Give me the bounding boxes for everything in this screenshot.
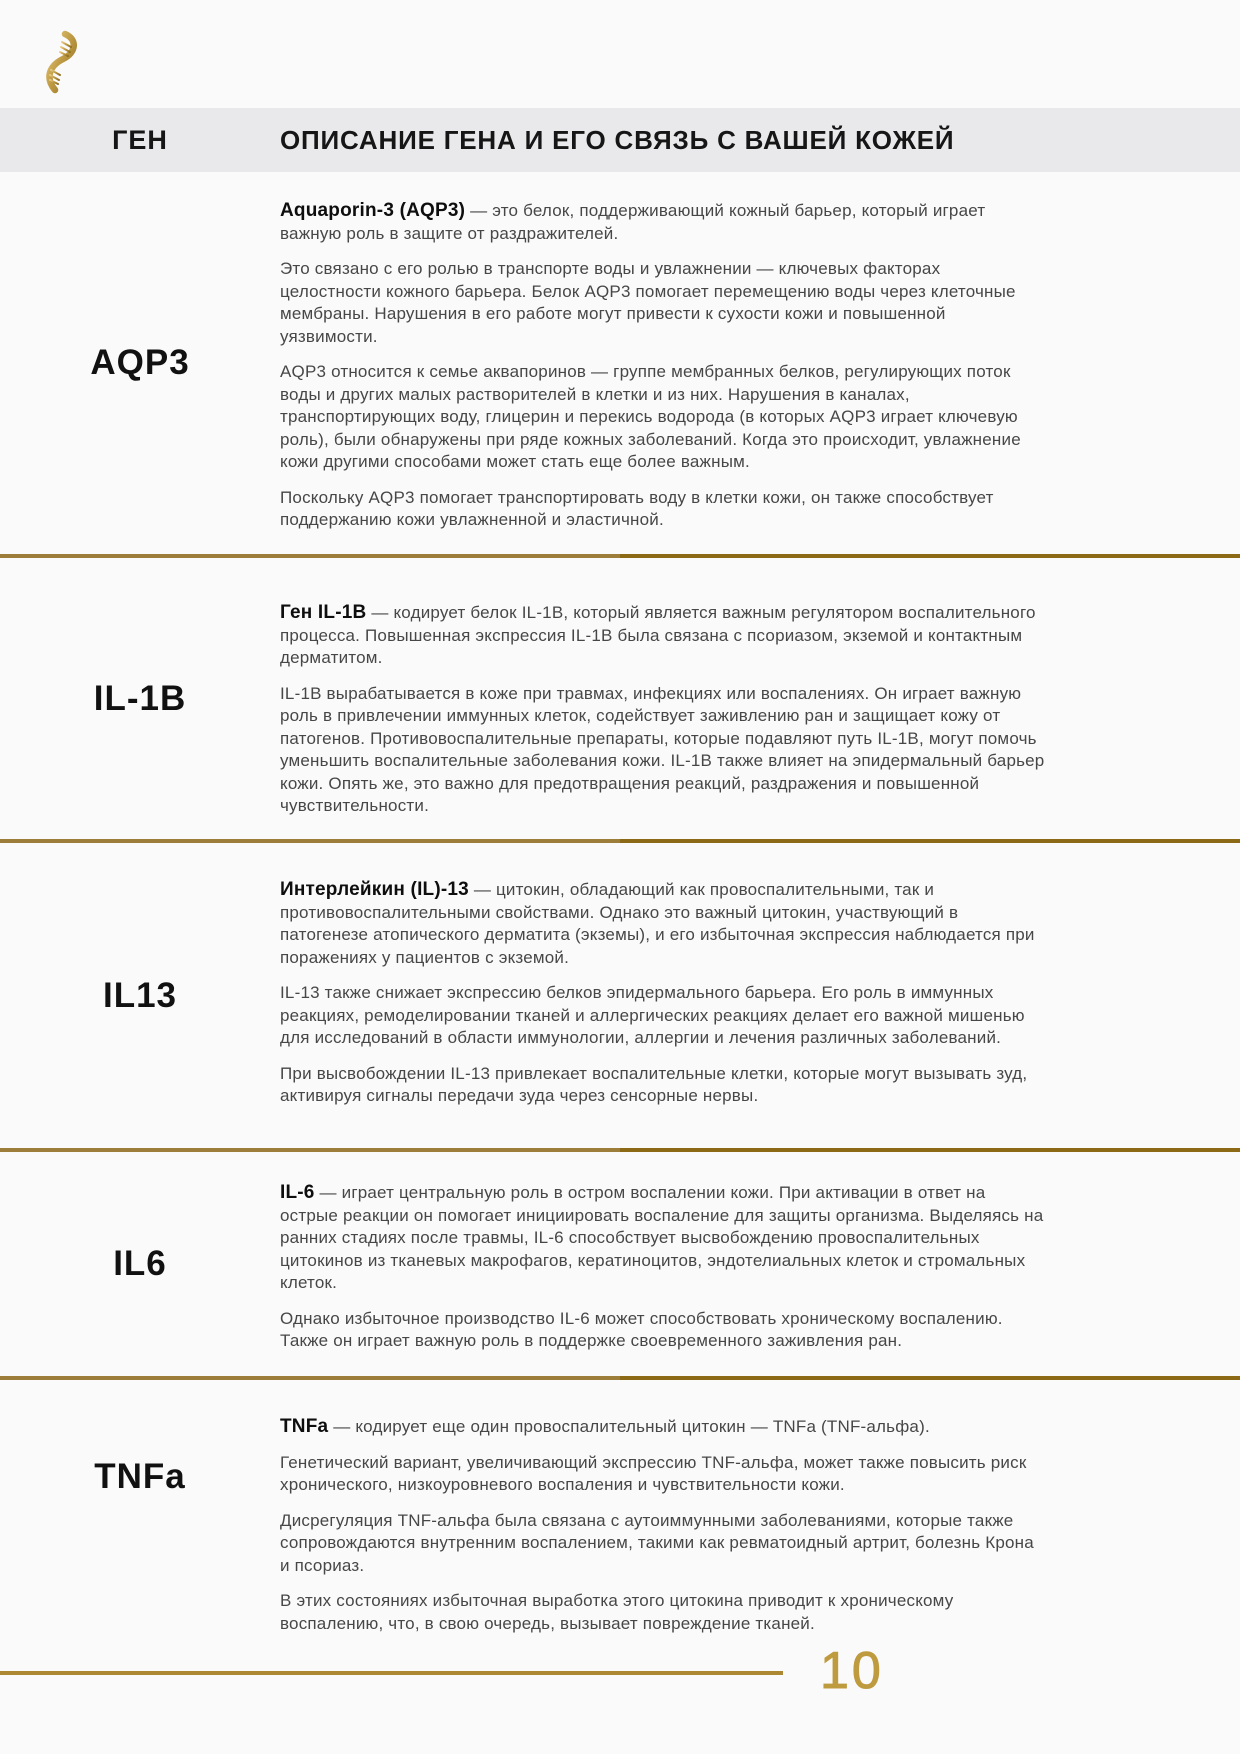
- description-paragraph: [280, 879, 1045, 969]
- paragraph-text: Однако избыточное производство IL-6 может способствовать хроническому воспалению. Также он играет важную роль в поддержке своевременного заживления ран.: [280, 1308, 1003, 1350]
- gene-lead-text: Aquaporin-3 (AQP3): [280, 200, 466, 221]
- gene-label-cell: [0, 172, 280, 554]
- paragraph-text: AQP3 относится к семье аквапоринов — группе мембранных белков, регулирующих поток воды и других малых растворителей в клетки и из них. Нарушения в каналах, транспортирующих воду, глицерин и перекись водорода (в которых AQP3 играет ключевую роль), были обнаружены при ряде кожных заболеваний. Когда это происходит, увлажнение кожи другими способами может стать еще более важным.: [280, 362, 1021, 471]
- paragraph-text: — кодирует еще один провоспалительный цитокин — TNFa (TNF-альфа).: [328, 1417, 930, 1436]
- gene-label-cell: [0, 558, 280, 839]
- description-paragraph: [280, 361, 1045, 474]
- gene-lead-text: IL-6: [280, 1182, 315, 1203]
- table-row: [0, 1152, 1240, 1376]
- gene-label: IL6: [113, 1244, 167, 1283]
- description-paragraph: [280, 200, 1045, 245]
- gene-table-header: [0, 108, 1240, 172]
- page-number: 10: [820, 1642, 884, 1700]
- gene-label-cell: [0, 1152, 280, 1376]
- gene-description-cell: [280, 1152, 1240, 1376]
- description-paragraph: [280, 1510, 1045, 1578]
- gene-label: AQP3: [90, 343, 190, 382]
- paragraph-text: — цитокин, обладающий как провоспалительными, так и противовоспалительными свойствами. Однако это важный цитокин, участвующий в патогенезе атопического дерматита (экземы), и его избыточная экспрессия наблюдается при поражениях у пациентов с экземой.: [280, 880, 1035, 967]
- description-paragraph: [280, 602, 1045, 670]
- gene-description-cell: [280, 843, 1240, 1148]
- gene-lead-text: Интерлейкин (IL)-13: [280, 879, 469, 900]
- paragraph-text: В этих состояниях избыточная выработка этого цитокина приводит к хроническому воспалению, что, в свою очередь, вызывает повреждение тканей.: [280, 1591, 954, 1633]
- description-paragraph: [280, 683, 1045, 818]
- gene-label: TNFa: [94, 1457, 186, 1496]
- gene-description-cell: [280, 172, 1240, 554]
- paragraph-text: — кодирует белок IL-1B, который является важным регулятором воспалительного процесса. Повышенная экспрессия IL-1B была связана с псориазом, экземой и контактным дерматитом.: [280, 603, 1036, 667]
- gene-label-cell: [0, 843, 280, 1148]
- description-paragraph: [280, 982, 1045, 1050]
- gene-description-cell: [280, 558, 1240, 839]
- paragraph-text: Дисрегуляция TNF-альфа была связана с аутоиммунными заболеваниями, которые также сопровождаются внутренним воспалением, такими как ревматоидный артрит, болезнь Крона и псориаз.: [280, 1510, 1034, 1575]
- header-gene-column-label: ГЕН: [112, 124, 168, 155]
- gene-description-cell: [280, 1380, 1240, 1633]
- description-paragraph: [280, 1308, 1045, 1353]
- description-paragraph: [280, 487, 1045, 532]
- gene-table-body: [0, 172, 1240, 1633]
- description-paragraph: [280, 1416, 1045, 1439]
- description-paragraph: [280, 1452, 1045, 1497]
- paragraph-text: Генетический вариант, увеличивающий экспрессию TNF-альфа, может также повысить риск хронического, низкоуровневого воспаления и чувствительности кожи.: [280, 1452, 1027, 1494]
- description-paragraph: [280, 1182, 1045, 1295]
- table-row: [0, 172, 1240, 554]
- gene-label: IL13: [102, 975, 178, 1015]
- footer: [0, 1642, 1240, 1715]
- header-description-column-label: ОПИСАНИЕ ГЕНА И ЕГО СВЯЗЬ С ВАШЕЙ КОЖЕЙ: [280, 124, 955, 155]
- paragraph-text: IL-1B вырабатывается в коже при травмах, инфекциях или воспалениях. Он играет важную роль в привлечении иммунных клеток, содействует заживлению ран и защищает кожу от патогенов. Противовоспалительные препараты, которые подавляют путь IL-1B, могут помочь уменьшить воспалительные заболевания кожи. IL-1B также влияет на эпидермальный барьер кожи. Опять же, это важно для предотвращения реакций, раздражения и повышенной чувствительности.: [280, 683, 1045, 815]
- dna-helix-logo-icon: [42, 30, 80, 94]
- paragraph-text: Это связано с его ролью в транспорте воды и увлажнении — ключевых факторах целостности кожного барьера. Белок AQP3 помогает перемещению воды через клеточные мембраны. Нарушения в его работе могут привести к сухости кожи и повышенной уязвимости.: [280, 259, 1016, 346]
- paragraph-text: При высвобождении IL-13 привлекает воспалительные клетки, которые могут вызывать зуд, активируя сигналы передачи зуда через сенсорные нервы.: [280, 1063, 1028, 1105]
- gene-label-cell: [0, 1380, 280, 1630]
- gene-lead-text: Ген IL-1B: [280, 602, 367, 623]
- description-paragraph: [280, 1590, 1045, 1635]
- description-paragraph: [280, 258, 1045, 348]
- gene-lead-text: TNFa: [280, 1416, 329, 1437]
- paragraph-text: — это белок, поддерживающий кожный барьер, который играет важную роль в защите от раздражителей.: [280, 201, 986, 243]
- paragraph-text: IL-13 также снижает экспрессию белков эпидермального барьера. Его роль в иммунных реакциях, ремоделировании тканей и аллергических реакциях делает его важной мишенью для исследований в области иммунологии, аллергии и лечения различных заболеваний.: [280, 983, 1025, 1047]
- gene-label: IL-1B: [93, 678, 187, 718]
- table-row: [0, 1380, 1240, 1633]
- paragraph-text: — играет центральную роль в остром воспалении кожи. При активации в ответ на острые реакции он помогает инициировать воспаление для защиты организма. Выделяясь на ранних стадиях после травмы, IL-6 способствует высвобождению провоспалительных цитокинов из тканевых макрофагов, кератиноцитов, эндотелиальных клеток и стромальных клеток.: [280, 1183, 1044, 1292]
- paragraph-text: Поскольку AQP3 помогает транспортировать воду в клетки кожи, он также способствует поддержанию кожи увлажненной и эластичной.: [280, 487, 994, 529]
- description-paragraph: [280, 1063, 1045, 1108]
- footer-rule: [0, 1671, 783, 1675]
- table-row: [0, 843, 1240, 1148]
- table-row: [0, 558, 1240, 839]
